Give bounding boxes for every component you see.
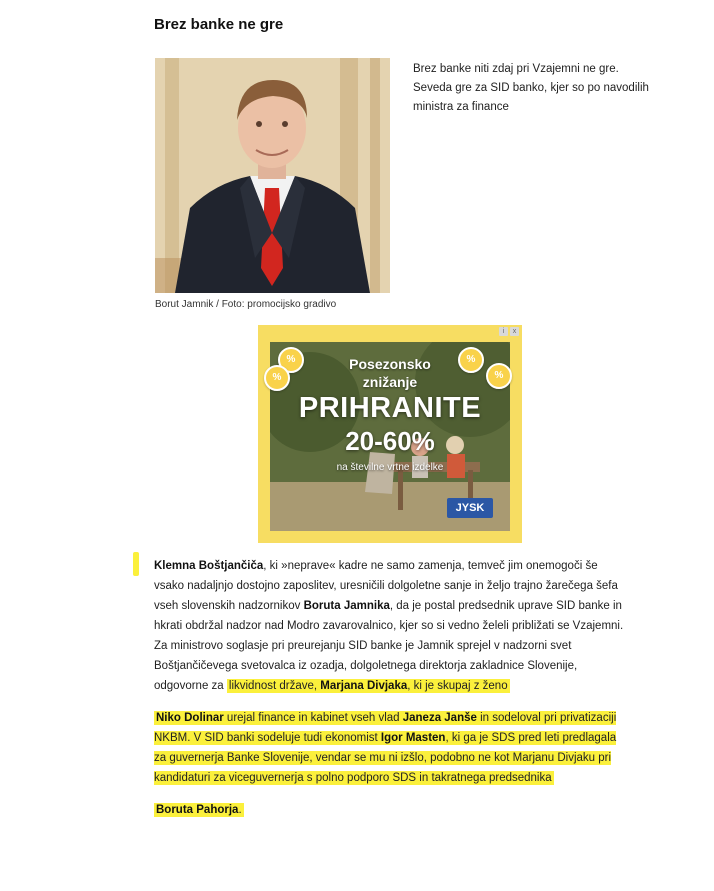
advertisement-banner[interactable] (258, 325, 522, 543)
person-name: Boruta Pahorja (156, 804, 239, 816)
ad-choices[interactable] (499, 327, 519, 336)
ad-headline: PRIHRANITE (298, 392, 482, 424)
portrait-photo (155, 58, 390, 293)
percent-tag-icon: % (486, 363, 512, 389)
article-body (154, 556, 624, 820)
percent-tag-icon: % (278, 347, 304, 373)
person-name: Klemna Boštjančiča (154, 560, 264, 572)
highlighted-text: Niko Dolinar urejal finance in kabinet vseh vlad Janeza Janše in sodeloval pri privatizaciji NKBM. V SID banki sodeluje tudi ekonomist Igor Masten, ki ga je SDS pred leti predlagala za guvernerja Banke Slovenije, vendar se mu ni izšlo, podobno ne kot Marjanu Divjaku pri kandidaturi za viceguvernerja s polno podporo SDS in takratnega predsednika (154, 712, 617, 784)
person-name: Boruta Jamnika (303, 600, 390, 612)
photo-caption: Borut Jamnik / Foto: promocijsko gradivo (155, 299, 337, 310)
person-name: Igor Masten (380, 732, 446, 744)
article-paragraph-3 (154, 800, 624, 820)
percent-tag-icon: % (458, 347, 484, 373)
ad-info-icon[interactable]: i (499, 327, 508, 336)
ad-line-2: znižanje (362, 374, 418, 390)
ad-line-1: Posezonsko (349, 356, 431, 372)
article-paragraph-1: Klemna Boštjančiča, ki »neprave« kadre ne samo zamenja, temveč jim onemogoči še vsako nadaljnjo dostojno zaposlitev, uresničili dolgoletne sanje in željo trajno žarečega šefa vseh slovenskih nadzornikov Boruta Jamnika, da je postal predsednik uprave SID banke in hkrati obdržal nadzor nad Modro zavarovalnico, kjer so si vedno želeli približati se Vzajemni. Za ministrovo soglasje pri preurejanju SID banke je Jamnik sprejel v nadzorni svet Boštjančičevega svetovalca iz ozadja, dolgoletnega direktorja zakladnice Slovenije, odgovorne za likvidnost države, Marjana Divjaka, ki je skupaj z ženo (154, 560, 624, 692)
highlighted-text: Boruta Pahorja. (156, 804, 242, 816)
ad-discount: 20-60% (345, 426, 435, 456)
article-subheading: Brez banke ne gre (154, 16, 284, 33)
person-name: Janeza Janše (402, 712, 477, 724)
ad-subline: na številne vrtne izdelke (336, 462, 444, 473)
person-name: Marjana Divjaka (320, 680, 408, 692)
highlight-marker (133, 552, 139, 576)
article-paragraph-2 (154, 708, 624, 788)
highlighted-text: likvidnost države, Marjana Divjaka, ki je skupaj z ženo (228, 680, 508, 692)
ad-close-icon[interactable]: x (510, 327, 519, 336)
percent-tag-icon: % (264, 365, 290, 391)
jysk-logo[interactable]: JYSK (447, 498, 493, 518)
person-name: Niko Dolinar (156, 712, 224, 724)
sidebar-summary: Brez banke niti zdaj pri Vzajemni ne gre. Seveda gre za SID banko, kjer so po navodilih ministra za finance (413, 63, 649, 113)
